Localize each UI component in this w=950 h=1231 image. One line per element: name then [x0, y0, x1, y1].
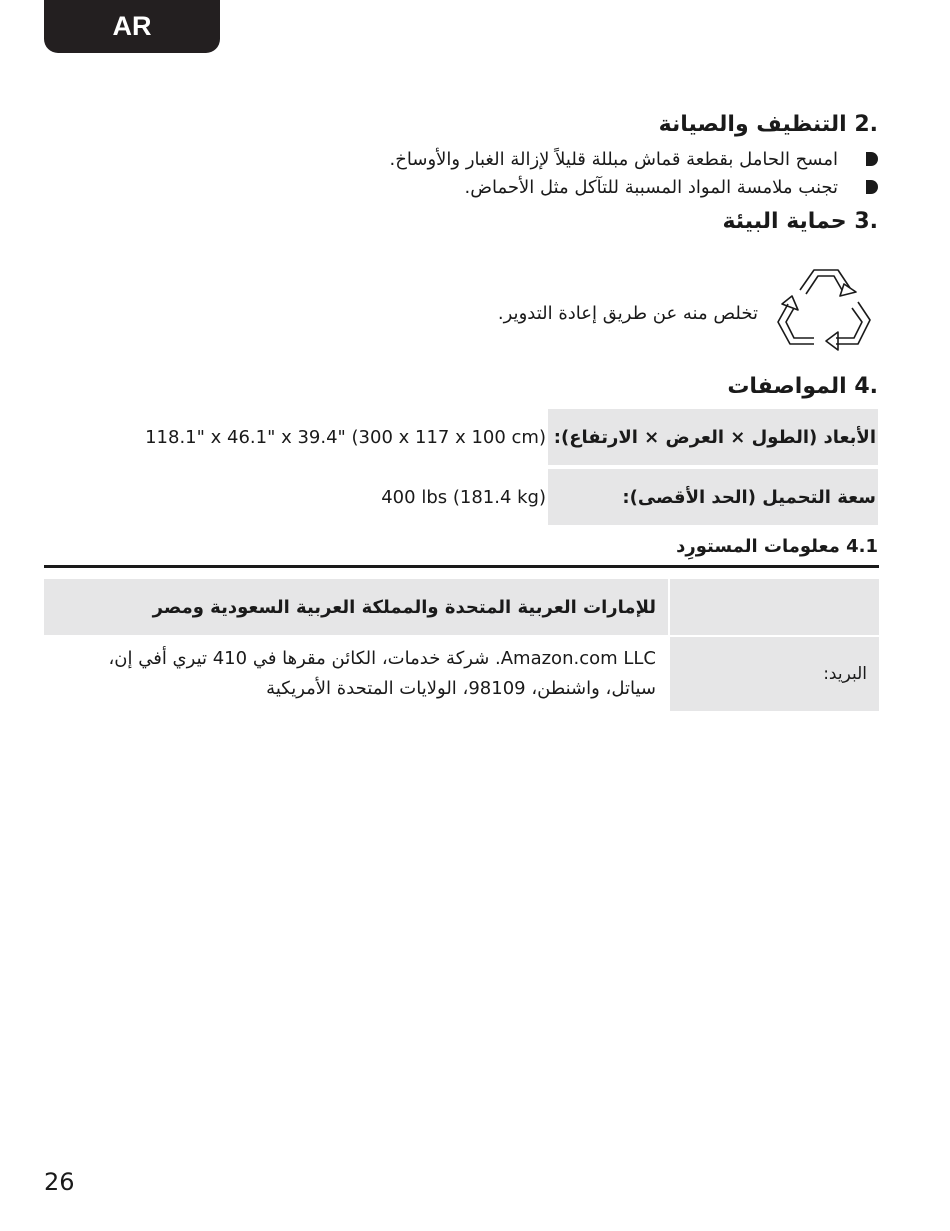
importer-address [44, 637, 668, 711]
table-row [44, 409, 878, 465]
recycle-instruction: تخلص منه عن طريق إعادة التدوير. [497, 303, 758, 324]
importer-table [44, 579, 879, 713]
importer-empty-header [670, 579, 879, 635]
table-row [44, 637, 879, 711]
divider [44, 565, 879, 568]
environment-heading: .3 حماية البيئة [722, 209, 878, 234]
bullet-text: تجنب ملامسة المواد المسببة للتآكل مثل الأحماض. [464, 176, 838, 198]
language-tab: AR [44, 0, 220, 53]
specs-heading: .4 المواصفات [727, 374, 878, 399]
list-item [318, 145, 878, 173]
cleaning-bullet-list [318, 145, 878, 201]
address-line: Amazon.com LLC. شركة خدمات، الكائن مقرها في 410 تيري أفي إن، [108, 648, 656, 669]
dimensions-label: الأبعاد (الطول × العرض × الارتفاع): [548, 409, 878, 465]
table-row [44, 579, 879, 635]
dimensions-value: 118.1" x 46.1" x 39.4" (300 x 117 x 100 cm) [145, 426, 546, 448]
bullet-icon [866, 180, 878, 194]
table-row [44, 469, 878, 525]
importer-heading: 4.1 معلومات المستورِد [676, 536, 878, 557]
load-capacity-label: سعة التحميل (الحد الأقصى): [548, 469, 878, 525]
bullet-icon [866, 152, 878, 166]
importer-region-header: للإمارات العربية المتحدة والمملكة العربية السعودية ومصر [44, 579, 668, 635]
address-line: سياتل، واشنطن، 98109، الولايات المتحدة الأمريكية [266, 678, 656, 699]
list-item [318, 173, 878, 201]
cleaning-heading: .2 التنظيف والصيانة [658, 112, 878, 137]
recycle-icon [770, 262, 878, 362]
page-number: 26 [44, 1168, 75, 1196]
bullet-text: امسح الحامل بقطعة قماش مبللة قليلاً لإزالة الغبار والأوساخ. [389, 148, 838, 170]
specs-table [44, 409, 878, 529]
load-capacity-value: 400 lbs (181.4 kg) [381, 486, 546, 508]
mail-label: البريد: [670, 637, 879, 711]
